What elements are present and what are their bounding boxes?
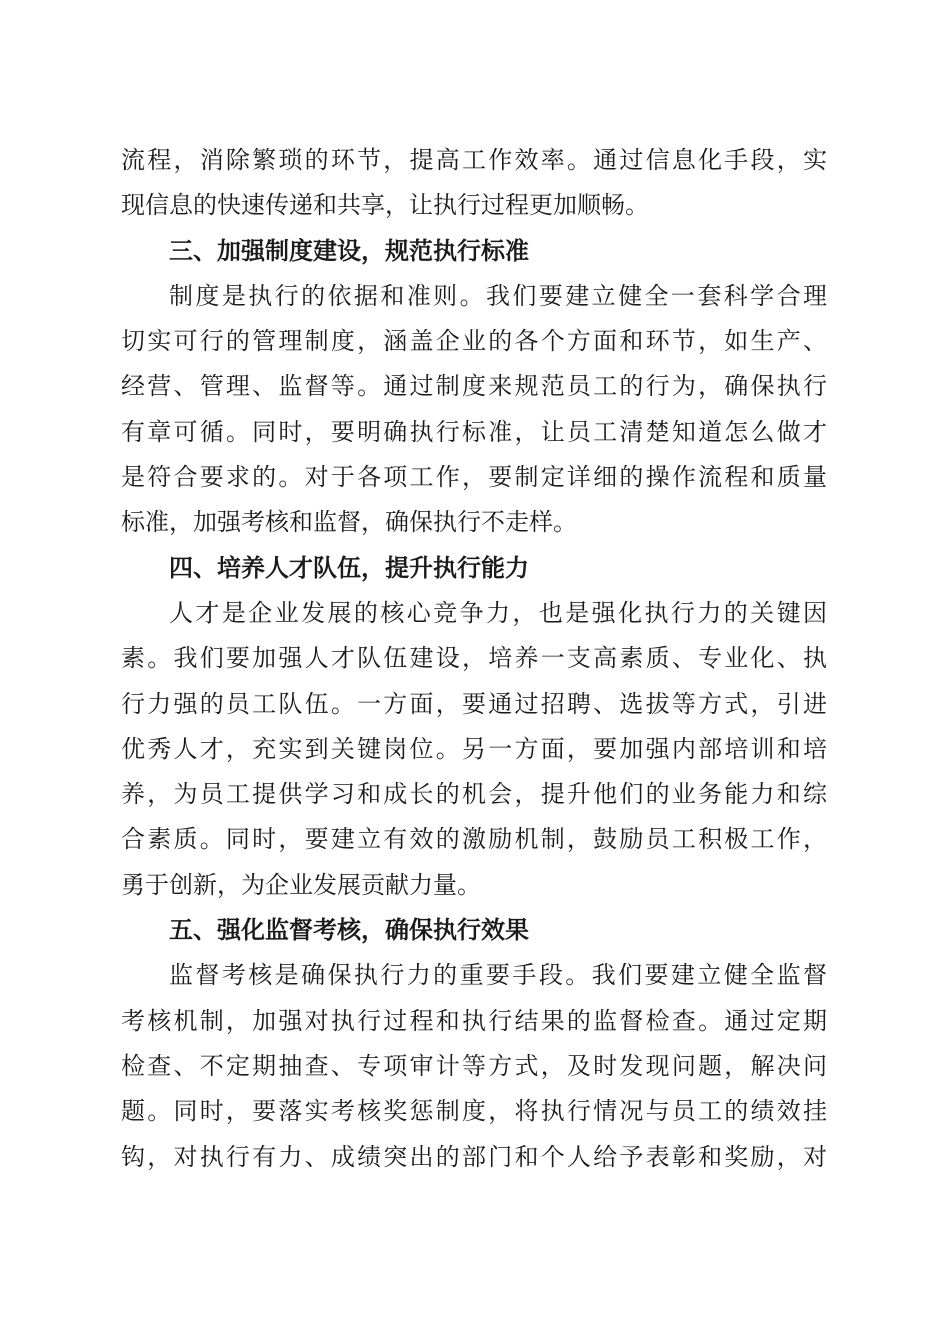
paragraph-line: 优秀人才，充实到关键岗位。另一方面，要加强内部培训和培 xyxy=(121,734,827,763)
paragraph-line: 是符合要求的。对于各项工作，要制定详细的操作流程和质量 xyxy=(121,463,827,492)
paragraph-line: 养，为员工提供学习和成长的机会，提升他们的业务能力和综 xyxy=(121,780,827,809)
paragraph-line: 有章可循。同时，要明确执行标准，让员工清楚知道怎么做才 xyxy=(121,417,827,446)
paragraph-line: 题。同时，要落实考核奖惩制度，将执行情况与员工的绩效挂 xyxy=(121,1097,827,1126)
paragraph-line: 人才是企业发展的核心竞争力，也是强化执行力的关键因 xyxy=(169,598,827,627)
paragraph-line: 标准，加强考核和监督，确保执行不走样。 xyxy=(121,508,577,537)
paragraph-line: 钩，对执行有力、成绩突出的部门和个人给予表彰和奖励，对 xyxy=(121,1142,827,1171)
paragraph-line: 监督考核是确保执行力的重要手段。我们要建立健全监督 xyxy=(169,961,827,990)
paragraph-line: 考核机制，加强对执行过程和执行结果的监督检查。通过定期 xyxy=(121,1006,827,1035)
intro-line: 现信息的快速传递和共享，让执行过程更加顺畅。 xyxy=(121,191,649,220)
paragraph-line: 勇于创新，为企业发展贡献力量。 xyxy=(121,870,481,899)
paragraph-line: 素。我们要加强人才队伍建设，培养一支高素质、专业化、执 xyxy=(121,644,827,673)
section-heading: 三、加强制度建设，规范执行标准 xyxy=(169,236,529,265)
section-heading: 四、培养人才队伍，提升执行能力 xyxy=(169,553,529,582)
paragraph-line: 制度是执行的依据和准则。我们要建立健全一套科学合理 xyxy=(169,281,827,310)
document-body xyxy=(121,138,827,1180)
intro-line: 流程，消除繁琐的环节，提高工作效率。通过信息化手段，实 xyxy=(121,146,827,174)
paragraph-line: 行力强的员工队伍。一方面，要通过招聘、选拔等方式，引进 xyxy=(121,689,827,718)
paragraph-line: 经营、管理、监督等。通过制度来规范员工的行为，确保执行 xyxy=(121,372,827,401)
paragraph-line: 切实可行的管理制度，涵盖企业的各个方面和环节，如生产、 xyxy=(121,327,827,356)
paragraph-line: 检查、不定期抽查、专项审计等方式，及时发现问题，解决问 xyxy=(121,1051,827,1080)
section-heading: 五、强化监督考核，确保执行效果 xyxy=(169,916,529,945)
paragraph-line: 合素质。同时，要建立有效的激励机制，鼓励员工积极工作， xyxy=(121,825,827,854)
